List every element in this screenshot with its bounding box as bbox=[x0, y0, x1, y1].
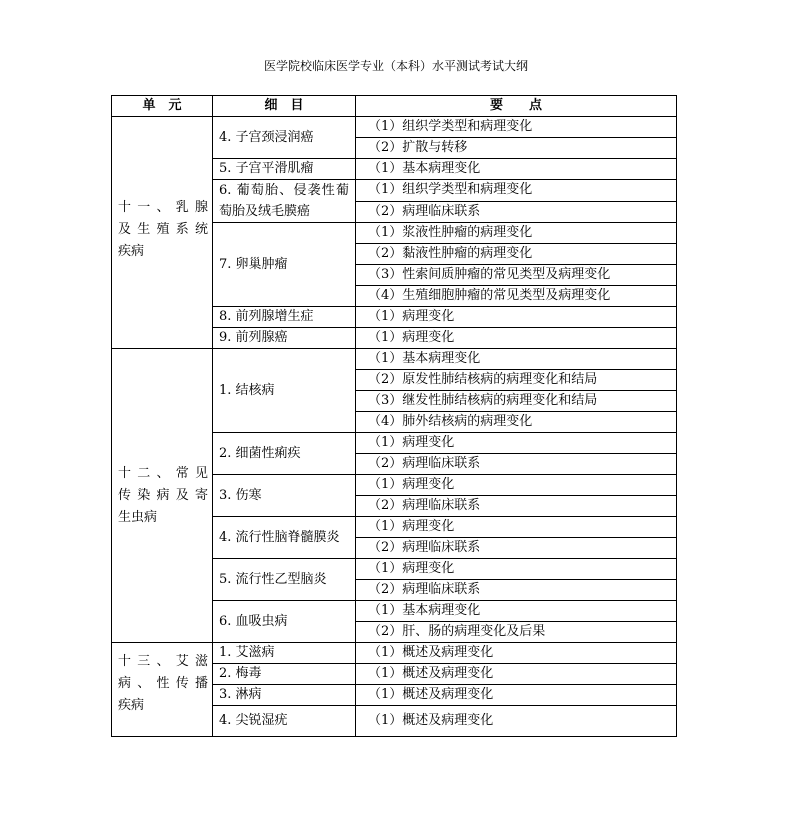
item-cell: 6. 葡萄胎、侵袭性葡萄胎及绒毛膜癌 bbox=[213, 180, 356, 223]
unit-label-line: 疾病 bbox=[118, 698, 145, 713]
item-cell: 5. 流行性乙型脑炎 bbox=[213, 559, 356, 601]
point-cell: （1）组织学类型和病理变化 bbox=[356, 117, 677, 138]
point-cell: （1）概述及病理变化 bbox=[356, 643, 677, 664]
item-cell: 9. 前列腺癌 bbox=[213, 328, 356, 349]
item-cell: 5. 子宫平滑肌瘤 bbox=[213, 159, 356, 180]
item-cell: 8. 前列腺增生症 bbox=[213, 307, 356, 328]
item-cell: 2. 细菌性痢疾 bbox=[213, 433, 356, 475]
point-cell: （1）病理变化 bbox=[356, 328, 677, 349]
unit-label-line: 十一、乳腺 bbox=[118, 200, 208, 215]
point-cell: （2）病理临床联系 bbox=[356, 580, 677, 601]
point-cell: （2）病理临床联系 bbox=[356, 538, 677, 559]
point-cell: （1）病理变化 bbox=[356, 433, 677, 454]
point-cell: （2）黏液性肿瘤的病理变化 bbox=[356, 244, 677, 265]
item-cell: 2. 梅毒 bbox=[213, 664, 356, 685]
header-item: 细 目 bbox=[213, 96, 356, 117]
table-row bbox=[112, 349, 677, 370]
unit-label-line: 十三、艾滋 bbox=[118, 654, 208, 669]
point-cell: （1）基本病理变化 bbox=[356, 349, 677, 370]
point-cell: （1）概述及病理变化 bbox=[356, 664, 677, 685]
point-cell: （2）病理临床联系 bbox=[356, 496, 677, 517]
point-cell: （1）概述及病理变化 bbox=[356, 706, 677, 737]
unit-label-line: 十二、常见 bbox=[118, 465, 208, 481]
item-cell: 7. 卵巢肿瘤 bbox=[213, 223, 356, 307]
table-row bbox=[112, 643, 677, 664]
point-cell: （3）性索间质肿瘤的常见类型及病理变化 bbox=[356, 265, 677, 286]
unit-cell bbox=[112, 643, 213, 737]
point-cell: （1）病理变化 bbox=[356, 475, 677, 496]
point-cell: （1）病理变化 bbox=[356, 307, 677, 328]
point-cell: （3）继发性肺结核病的病理变化和结局 bbox=[356, 391, 677, 412]
item-cell: 3. 淋病 bbox=[213, 685, 356, 706]
point-cell: （1）病理变化 bbox=[356, 517, 677, 538]
point-cell: （1）基本病理变化 bbox=[356, 159, 677, 180]
point-cell: （1）概述及病理变化 bbox=[356, 685, 677, 706]
point-cell: （2）扩散与转移 bbox=[356, 138, 677, 159]
document-title: 医学院校临床医学专业（本科）水平测试考试大纲 bbox=[263, 59, 528, 73]
unit-label-line: 疾病 bbox=[118, 244, 145, 259]
item-cell: 1. 结核病 bbox=[213, 349, 356, 433]
point-cell: （2）肝、肠的病理变化及后果 bbox=[356, 622, 677, 643]
table-row bbox=[112, 117, 677, 138]
table-body bbox=[112, 117, 677, 737]
item-cell: 1. 艾滋病 bbox=[213, 643, 356, 664]
item-cell: 3. 伤寒 bbox=[213, 475, 356, 517]
point-cell: （4）肺外结核病的病理变化 bbox=[356, 412, 677, 433]
unit-label-line: 病、性传播 bbox=[118, 676, 208, 691]
unit-label-line: 及生殖系统 bbox=[118, 222, 208, 237]
point-cell: （2）原发性肺结核病的病理变化和结局 bbox=[356, 370, 677, 391]
item-cell: 4. 子宫颈浸润癌 bbox=[213, 117, 356, 159]
point-cell: （2）病理临床联系 bbox=[356, 454, 677, 475]
header-unit: 单 元 bbox=[112, 96, 213, 117]
point-cell: （4）生殖细胞肿瘤的常见类型及病理变化 bbox=[356, 286, 677, 307]
unit-cell bbox=[112, 349, 213, 643]
item-cell: 4. 尖锐湿疣 bbox=[213, 706, 356, 737]
item-cell: 6. 血吸虫病 bbox=[213, 601, 356, 643]
unit-label-line: 传染病及寄 bbox=[118, 487, 208, 503]
unit-label-line: 生虫病 bbox=[118, 509, 158, 525]
point-cell: （1）基本病理变化 bbox=[356, 601, 677, 622]
point-cell: （1）浆液性肿瘤的病理变化 bbox=[356, 223, 677, 244]
header-points: 要 点 bbox=[356, 96, 677, 117]
point-cell: （2）病理临床联系 bbox=[356, 201, 677, 223]
syllabus-table bbox=[111, 95, 677, 737]
unit-cell bbox=[112, 117, 213, 349]
point-cell: （1）病理变化 bbox=[356, 559, 677, 580]
table-header-row bbox=[112, 96, 677, 117]
point-cell: （1）组织学类型和病理变化 bbox=[356, 180, 677, 202]
item-cell: 4. 流行性脑脊髓膜炎 bbox=[213, 517, 356, 559]
